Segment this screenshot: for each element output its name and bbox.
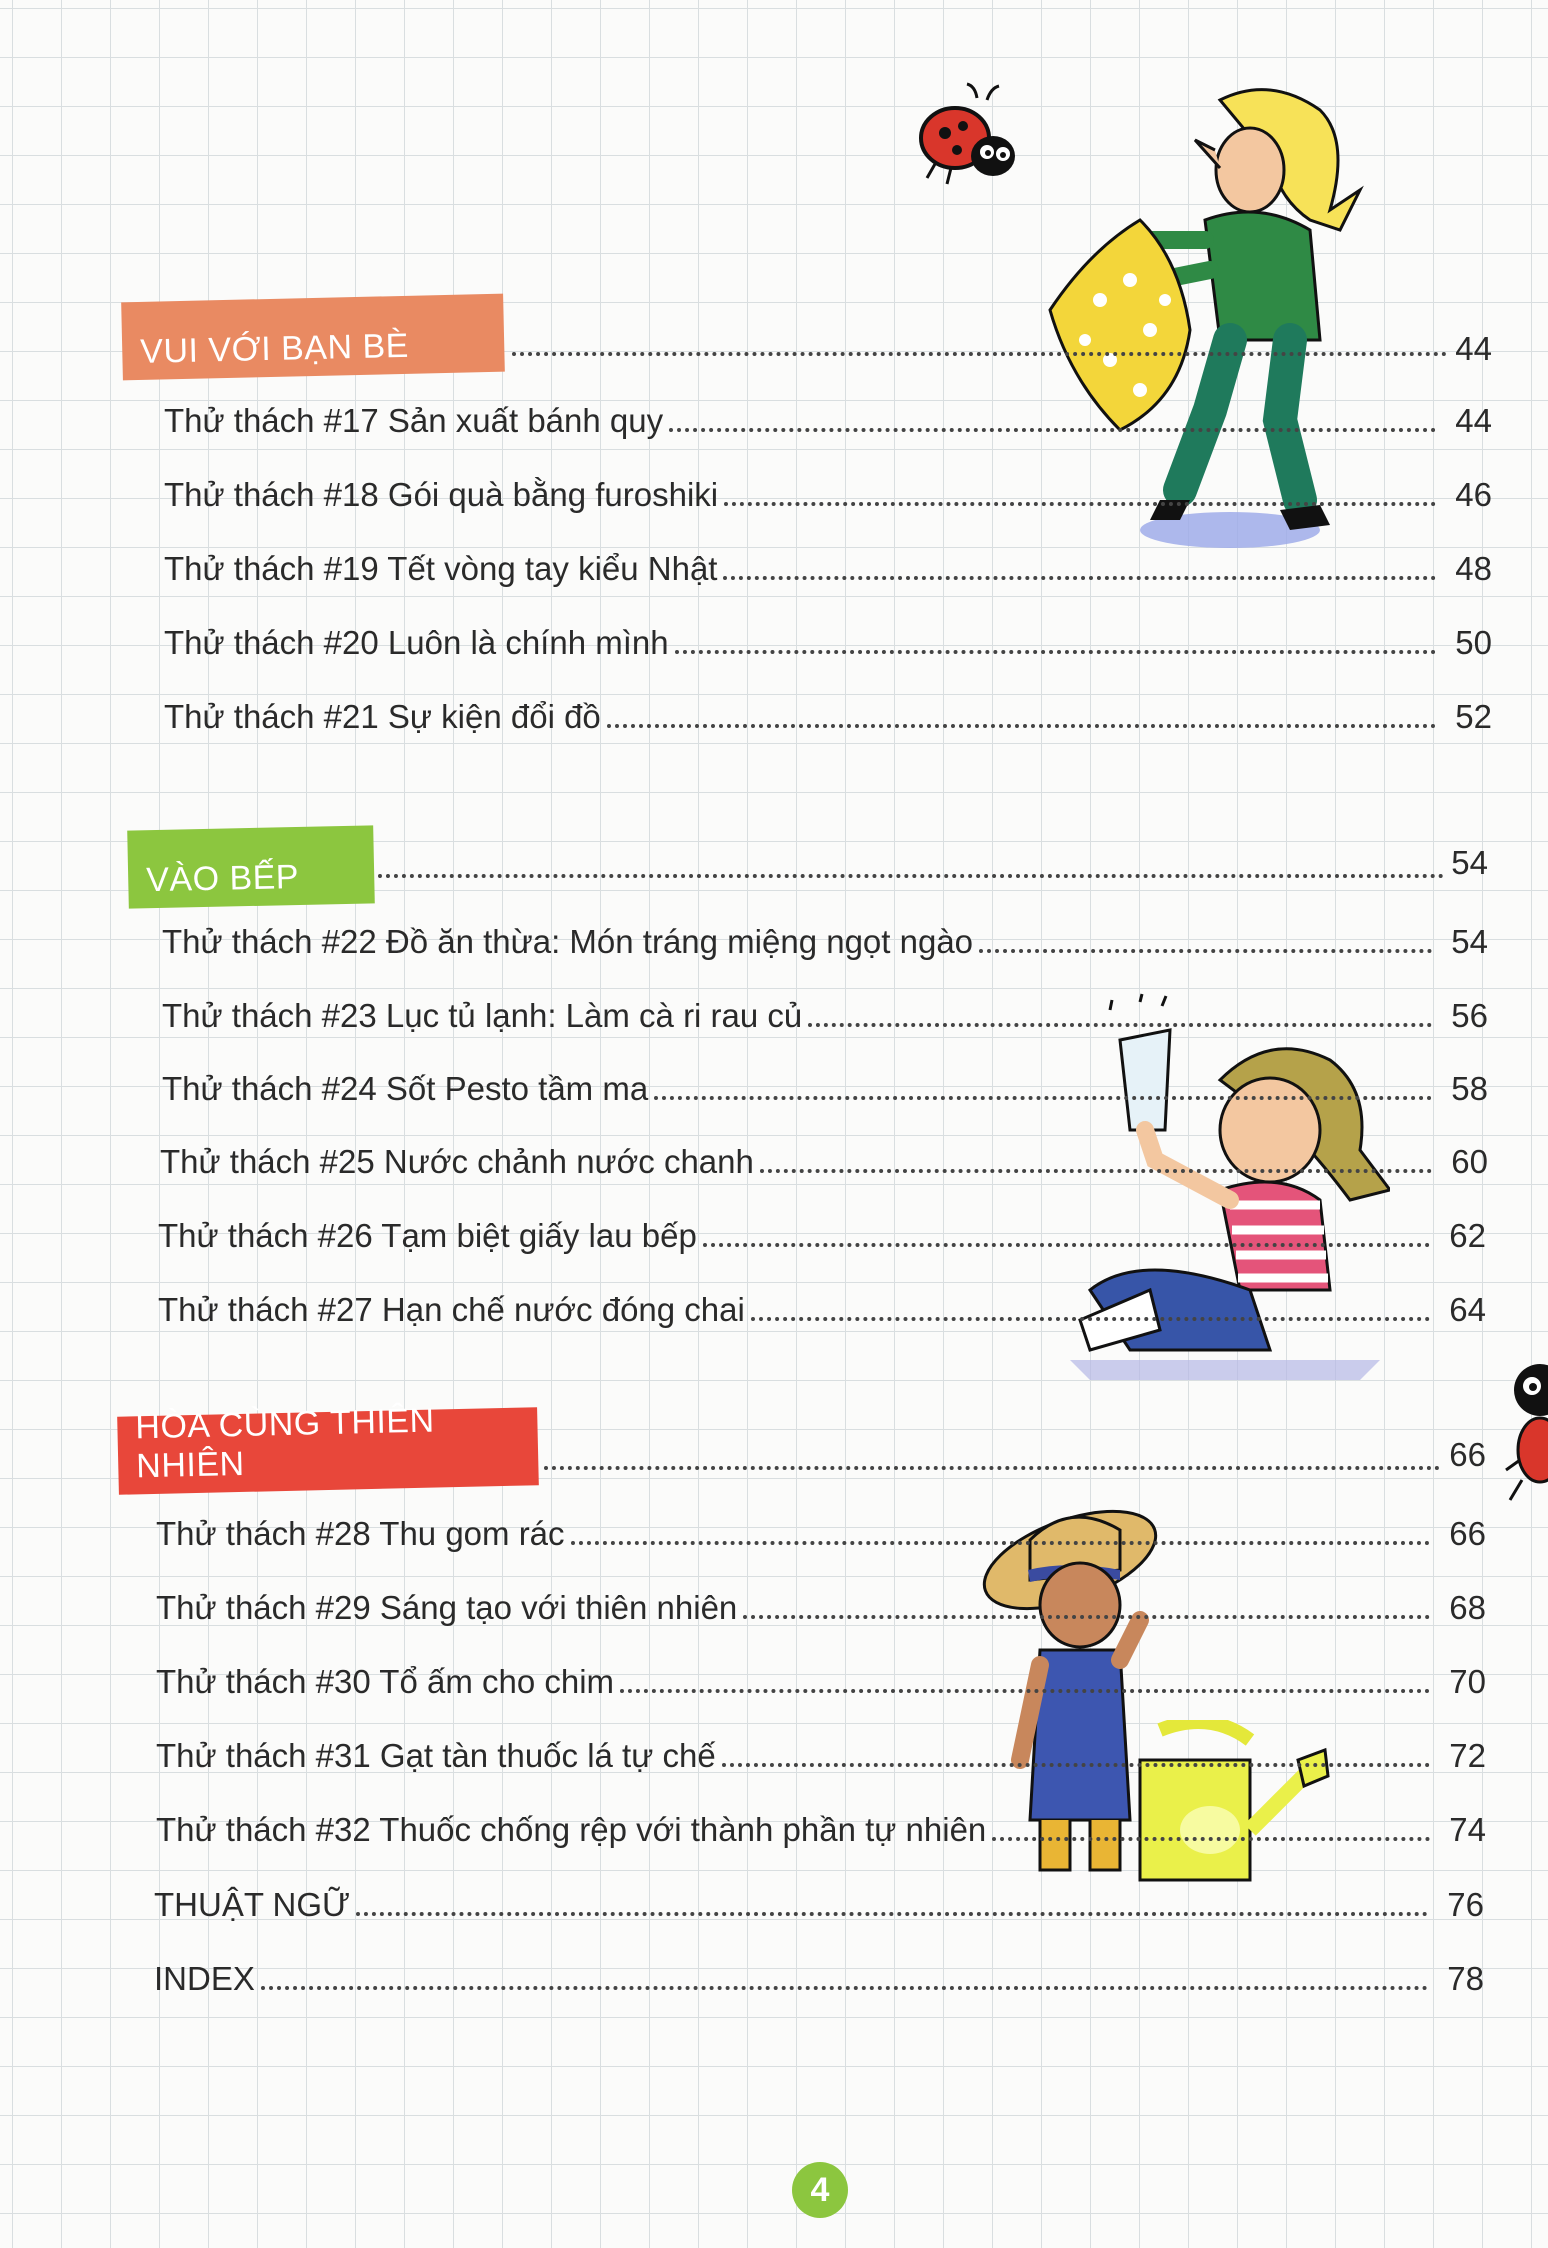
entry-title: THUẬT NGỮ [154,1886,351,1923]
dot-leader [808,1023,1432,1027]
dot-leader [760,1169,1432,1173]
dot-leader [724,502,1436,506]
page-number: 4 [792,2162,848,2218]
entry-page: 68 [1449,1589,1486,1626]
dot-leader [751,1317,1430,1321]
entry-title: Thử thách #17 Sản xuất bánh quy [164,402,664,439]
toc-entry-index[interactable] [154,1950,1484,2000]
dot-leader [703,1243,1430,1247]
entry-title: Thử thách #24 Sốt Pesto tầm ma [162,1070,649,1107]
section-header-friends [121,294,505,381]
ladybug-icon [905,78,1035,208]
entry-page: 56 [1451,997,1488,1034]
dot-leader [979,949,1432,953]
section-title: VUI VỚI BẠN BÈ [139,326,410,371]
bug-icon [1500,1350,1548,1510]
entry-page: 58 [1451,1070,1488,1107]
entry-page: 44 [1455,402,1492,439]
section-page: 66 [1449,1436,1486,1473]
dot-leader [723,576,1436,580]
toc-entry[interactable] [158,1281,1486,1331]
section-title: HÒA CÙNG THIÊN NHIÊN [134,1401,435,1486]
entry-page: 78 [1447,1960,1484,1997]
toc-entry[interactable] [164,540,1492,590]
toc-entry[interactable] [158,1207,1486,1257]
dot-leader [571,1541,1430,1545]
toc-entry-glossary[interactable] [154,1876,1484,1926]
section-page: 54 [1451,844,1488,881]
entry-page: 48 [1455,550,1492,587]
dot-leader [743,1615,1430,1619]
toc-entry[interactable] [162,913,1488,963]
entry-title: Thử thách #30 Tổ ấm cho chim [156,1663,615,1700]
entry-page: 52 [1455,698,1492,735]
section-header-kitchen [127,825,375,908]
entry-title: Thử thách #18 Gói quà bằng furoshiki [164,476,719,513]
section-page: 44 [1455,330,1492,367]
entry-title: Thử thách #32 Thuốc chống rệp với thành phần tự nhiên [156,1811,987,1848]
entry-page: 72 [1449,1737,1486,1774]
entry-title: Thử thách #23 Lục tủ lạnh: Làm cà ri rau củ [162,997,803,1034]
section-leader [378,874,1444,878]
entry-page: 50 [1455,624,1492,661]
entry-title: Thử thách #21 Sự kiện đổi đồ [164,698,601,735]
dot-leader [669,428,1436,432]
entry-title: Thử thách #31 Gạt tàn thuốc lá tự chế [156,1737,716,1774]
section-leader [544,1466,1440,1470]
dot-leader [654,1096,1432,1100]
toc-entry[interactable] [156,1801,1486,1851]
entry-title: Thử thách #26 Tạm biệt giấy lau bếp [158,1217,697,1254]
entry-title: Thử thách #22 Đồ ăn thừa: Món tráng miệng ngọt ngào [162,923,974,960]
toc-entry[interactable] [164,392,1492,442]
toc-entry[interactable] [162,1060,1488,1110]
section-header-nature [117,1401,539,1495]
dot-leader [261,1986,1428,1990]
toc-entry[interactable] [164,614,1492,664]
entry-page: 74 [1449,1811,1486,1848]
entry-title: Thử thách #20 Luôn là chính mình [164,624,669,661]
entry-page: 54 [1451,923,1488,960]
entry-page: 62 [1449,1217,1486,1254]
entry-title: Thử thách #28 Thu gom rác [156,1515,565,1552]
section-title: VÀO BẾP [145,858,300,900]
toc-entry[interactable] [162,987,1488,1037]
dot-leader [356,1912,1428,1916]
toc-entry[interactable] [156,1727,1486,1777]
toc-entry[interactable] [164,688,1492,738]
dot-leader [722,1763,1430,1767]
section-leader [512,352,1447,356]
entry-page: 76 [1447,1886,1484,1923]
entry-title: Thử thách #29 Sáng tạo với thiên nhiên [156,1589,738,1626]
entry-title: Thử thách #25 Nước chảnh nước chanh [160,1143,754,1180]
toc-entry[interactable] [160,1133,1488,1183]
entry-title: INDEX [154,1960,255,1997]
toc-entry[interactable] [164,466,1492,516]
entry-page: 66 [1449,1515,1486,1552]
dot-leader [607,724,1436,728]
toc-entry[interactable] [156,1579,1486,1629]
entry-page: 70 [1449,1663,1486,1700]
toc-entry[interactable] [156,1505,1486,1555]
entry-title: Thử thách #19 Tết vòng tay kiểu Nhật [164,550,718,587]
entry-page: 60 [1451,1143,1488,1180]
entry-page: 64 [1449,1291,1486,1328]
dot-leader [620,1689,1430,1693]
toc-entry[interactable] [156,1653,1486,1703]
entry-page: 46 [1455,476,1492,513]
dot-leader [992,1837,1430,1841]
entry-title: Thử thách #27 Hạn chế nước đóng chai [158,1291,745,1328]
dot-leader [675,650,1436,654]
